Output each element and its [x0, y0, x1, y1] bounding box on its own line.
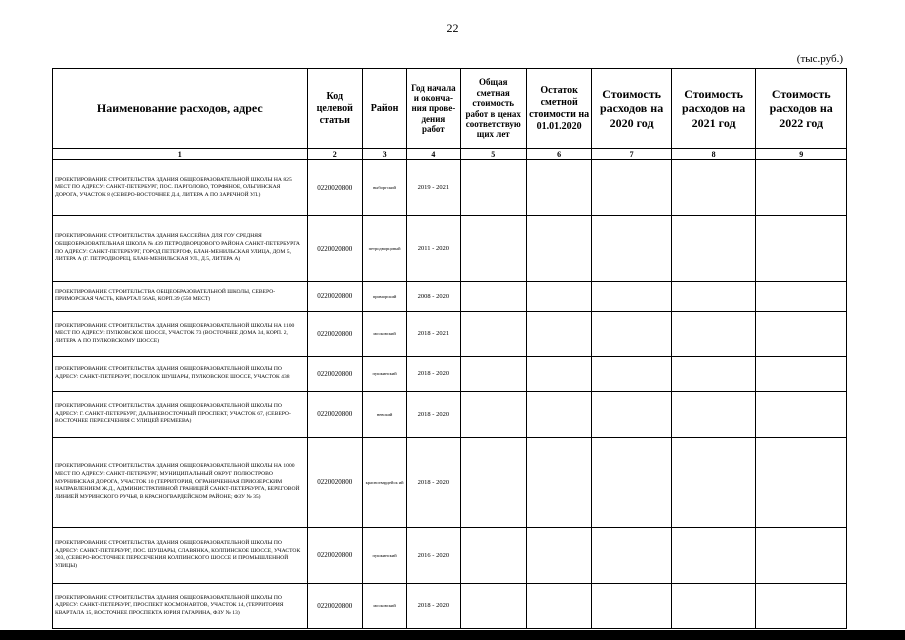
row-code: 0220020800	[307, 311, 362, 356]
header-total-cost: Общая сметная стоимость работ в ценах соответствую щих лет	[460, 69, 526, 149]
row-code: 0220020800	[307, 160, 362, 216]
row-district: приморский	[362, 281, 406, 311]
row-cost-2022	[756, 437, 847, 527]
column-number: 3	[362, 149, 406, 160]
row-total-cost	[460, 583, 526, 628]
row-cost-2020	[592, 281, 672, 311]
row-remainder	[526, 311, 591, 356]
row-total-cost	[460, 356, 526, 391]
row-cost-2021	[671, 437, 756, 527]
row-code: 0220020800	[307, 391, 362, 437]
row-years: 2018 - 2020	[407, 583, 460, 628]
row-remainder	[526, 281, 591, 311]
row-cost-2022	[756, 527, 847, 583]
row-cost-2022	[756, 160, 847, 216]
row-total-cost	[460, 527, 526, 583]
column-number: 6	[526, 149, 591, 160]
header-cost-2021: Стоимость расходов на 2021 год	[671, 69, 756, 149]
row-remainder	[526, 583, 591, 628]
row-code: 0220020800	[307, 583, 362, 628]
row-cost-2021	[671, 356, 756, 391]
row-total-cost	[460, 281, 526, 311]
row-name: ПРОЕКТИРОВАНИЕ СТРОИТЕЛЬСТВА ЗДАНИЯ ОБЩЕОБРАЗОВАТЕЛЬНОЙ ШКОЛЫ НА 1100 МЕСТ ПО АДРЕСУ: ПУЛКОВСКОЕ ШОССЕ, УЧАСТОК 73 (ВОСТОЧНЕЕ ДОМА 34, КОРП. 2, ЛИТЕРА А ПО ПУЛКОВСКОМУ ШОССЕ)	[53, 311, 308, 356]
row-remainder	[526, 160, 591, 216]
row-remainder	[526, 437, 591, 527]
row-district: красногвардейск ий	[362, 437, 406, 527]
row-cost-2022	[756, 216, 847, 281]
row-cost-2021	[671, 160, 756, 216]
row-name: ПРОЕКТИРОВАНИЕ СТРОИТЕЛЬСТВА ЗДАНИЯ ОБЩЕОБРАЗОВАТЕЛЬНОЙ ШКОЛЫ ПО АДРЕСУ: САНКТ-ПЕТЕРБУРГ, ПОС. ШУШАРЫ, СЛАВЯНКА, КОЛПИНСКОЕ ШОССЕ, УЧАСТОК 303, (СЕВЕРО-ВОСТОЧНЕЕ ПЕРЕСЕЧЕНИЯ КОЛПИНСКОГО ШОССЕ И ПРОМЫШЛЕННОЙ УЛИЦЫ)	[53, 527, 308, 583]
table-row	[53, 437, 847, 527]
row-years: 2019 - 2021	[407, 160, 460, 216]
row-years: 2008 - 2020	[407, 281, 460, 311]
row-cost-2020	[592, 527, 672, 583]
row-cost-2022	[756, 391, 847, 437]
row-years: 2016 - 2020	[407, 527, 460, 583]
row-remainder	[526, 527, 591, 583]
row-cost-2020	[592, 391, 672, 437]
row-cost-2022	[756, 583, 847, 628]
row-total-cost	[460, 160, 526, 216]
row-name: ПРОЕКТИРОВАНИЕ СТРОИТЕЛЬСТВА ЗДАНИЯ ОБЩЕОБРАЗОВАТЕЛЬНОЙ ШКОЛЫ ПО АДРЕСУ: САНКТ-ПЕТЕРБУРГ, ПОСЕЛОК ШУШАРЫ, ПУЛКОВСКОЕ ШОССЕ, УЧАСТОК 438	[53, 356, 308, 391]
row-total-cost	[460, 216, 526, 281]
row-cost-2022	[756, 356, 847, 391]
header-years: Год начала и оконча-ния прове-дения работ	[407, 69, 460, 149]
column-number: 9	[756, 149, 847, 160]
row-cost-2020	[592, 160, 672, 216]
row-code: 0220020800	[307, 356, 362, 391]
row-remainder	[526, 216, 591, 281]
row-name: ПРОЕКТИРОВАНИЕ СТРОИТЕЛЬСТВА ЗДАНИЯ ОБЩЕОБРАЗОВАТЕЛЬНОЙ ШКОЛЫ НА 1000 МЕСТ ПО АДРЕСУ: САНКТ-ПЕТЕРБУРГ, МУНИЦИПАЛЬНЫЙ ОКРУГ ПОЛЮСТРОВО МУРНИНСКАЯ ДОРОГА, УЧАСТОК 10 (ТЕРРИТОРИЯ, ОГРАНИЧЕННАЯ ПРИОЗЕРСКИМ НАПРАВЛЕНИЕМ Ж.Д., АДМИНИСТРАТИВНОЙ ГРАНИЦЕЙ САНКТ-ПЕТЕРБУРГА, БЕРЕГОВОЙ ЛИНИЕЙ МУРИНСКОГО РУЧЬЯ, В КРАСНОГВАРДЕЙСКОМ РАЙОНЕ; ФЗУ № 35)	[53, 437, 308, 527]
row-district: петродворцовый	[362, 216, 406, 281]
column-number: 1	[53, 149, 308, 160]
page-number: 22	[446, 21, 459, 35]
row-years: 2011 - 2020	[407, 216, 460, 281]
row-cost-2020	[592, 311, 672, 356]
row-total-cost	[460, 391, 526, 437]
header-cost-2022: Стоимость расходов на 2022 год	[756, 69, 847, 149]
row-district: выборгский	[362, 160, 406, 216]
header-cost-2020: Стоимость расходов на 2020 год	[592, 69, 672, 149]
row-remainder	[526, 391, 591, 437]
row-name: ПРОЕКТИРОВАНИЕ СТРОИТЕЛЬСТВА ЗДАНИЯ ОБЩЕОБРАЗОВАТЕЛЬНОЙ ШКОЛЫ ПО АДРЕСУ: Г. САНКТ-ПЕТЕРБУРГ, ДАЛЬНЕВОСТОЧНЫЙ ПРОСПЕКТ, УЧАСТОК 67, (СЕВЕРО-ВОСТОЧНЕЕ ПЕРЕСЕЧЕНИЯ С УЛИЦЕЙ ЕРЕМЕЕВА)	[53, 391, 308, 437]
row-cost-2021	[671, 281, 756, 311]
row-cost-2021	[671, 527, 756, 583]
row-code: 0220020800	[307, 281, 362, 311]
row-name: ПРОЕКТИРОВАНИЕ СТРОИТЕЛЬСТВА ОБЩЕОБРАЗОВАТЕЛЬНОЙ ШКОЛЫ, СЕВЕРО-ПРИМОРСКАЯ ЧАСТЬ, КВАРТАЛ 56АБ, КОРП.39 (550 МЕСТ)	[53, 281, 308, 311]
header-remainder: Остаток сметной стоимости на 01.01.2020	[526, 69, 591, 149]
header-row	[53, 69, 847, 149]
header-name: Наименование расходов, адрес	[53, 69, 308, 149]
row-cost-2020	[592, 583, 672, 628]
row-cost-2020	[592, 216, 672, 281]
row-cost-2021	[671, 216, 756, 281]
header-district: Район	[362, 69, 406, 149]
column-number: 4	[407, 149, 460, 160]
scan-edge-bar	[0, 630, 905, 640]
table-row	[53, 356, 847, 391]
row-years: 2018 - 2020	[407, 391, 460, 437]
column-number: 7	[592, 149, 672, 160]
header-code: Код целевой статьи	[307, 69, 362, 149]
column-number: 8	[671, 149, 756, 160]
row-code: 0220020800	[307, 216, 362, 281]
table-row	[53, 281, 847, 311]
row-total-cost	[460, 311, 526, 356]
units-label: (тыс.руб.)	[796, 53, 843, 65]
row-name: ПРОЕКТИРОВАНИЕ СТРОИТЕЛЬСТВА ЗДАНИЯ ОБЩЕОБРАЗОВАТЕЛЬНОЙ ШКОЛЫ НА 825 МЕСТ ПО АДРЕСУ: САНКТ-ПЕТЕРБУРГ, ПОС. ПАРГОЛОВО, ТОРФЯНОЕ, ОЛЬГИНСКАЯ ДОРОГА, УЧАСТОК 8 (СЕВЕРО-ВОСТОЧНЕЕ Д.4, ЛИТЕРА А ПО ЗАРЕЧНОЙ УЛ.)	[53, 160, 308, 216]
row-years: 2018 - 2020	[407, 356, 460, 391]
row-remainder	[526, 356, 591, 391]
table-row	[53, 583, 847, 628]
table-row	[53, 527, 847, 583]
row-cost-2022	[756, 311, 847, 356]
expenditure-table	[52, 68, 847, 629]
row-district: невский	[362, 391, 406, 437]
row-years: 2018 - 2020	[407, 437, 460, 527]
row-name: ПРОЕКТИРОВАНИЕ СТРОИТЕЛЬСТВА ЗДАНИЯ БАССЕЙНА ДЛЯ ГОУ СРЕДНЯЯ ОБЩЕОБРАЗОВАТЕЛЬНАЯ ШКОЛА № 439 ПЕТРОДВОРЦОВОГО РАЙОНА САНКТ-ПЕТЕРБУРГА ПО АДРЕСУ: САНКТ-ПЕТЕРБУРГ, ГОРОД ПЕТЕРГОФ, БЛАН-МЕНИЛЬСКАЯ УЛИЦА, ДОМ 5, ЛИТЕРА А (Г. ПЕТРОДВОРЕЦ, БЛАН-МЕНИЛЬСКАЯ УЛ., Д.5, ЛИТЕРА А)	[53, 216, 308, 281]
row-district: пушкинский	[362, 356, 406, 391]
table-row	[53, 216, 847, 281]
column-number: 2	[307, 149, 362, 160]
row-cost-2022	[756, 281, 847, 311]
row-district: московский	[362, 311, 406, 356]
row-code: 0220020800	[307, 527, 362, 583]
row-cost-2021	[671, 311, 756, 356]
column-number-row	[53, 149, 847, 160]
table-row	[53, 311, 847, 356]
row-cost-2021	[671, 583, 756, 628]
table-row	[53, 391, 847, 437]
column-number: 5	[460, 149, 526, 160]
row-cost-2021	[671, 391, 756, 437]
row-cost-2020	[592, 437, 672, 527]
row-district: пушкинский	[362, 527, 406, 583]
row-years: 2018 - 2021	[407, 311, 460, 356]
row-code: 0220020800	[307, 437, 362, 527]
row-total-cost	[460, 437, 526, 527]
row-cost-2020	[592, 356, 672, 391]
table-row	[53, 160, 847, 216]
row-district: московский	[362, 583, 406, 628]
row-name: ПРОЕКТИРОВАНИЕ СТРОИТЕЛЬСТВА ЗДАНИЯ ОБЩЕОБРАЗОВАТЕЛЬНОЙ ШКОЛЫ ПО АДРЕСУ: САНКТ-ПЕТЕРБУРГ, ПРОСПЕКТ КОСМОНАВТОВ, УЧАСТОК 14, (ТЕРРИТОРИЯ КВАРТАЛА 15, ВОСТОЧНЕЕ ПРОСПЕКТА ЮРИЯ ГАГАРИНА, ФЗУ № 13)	[53, 583, 308, 628]
